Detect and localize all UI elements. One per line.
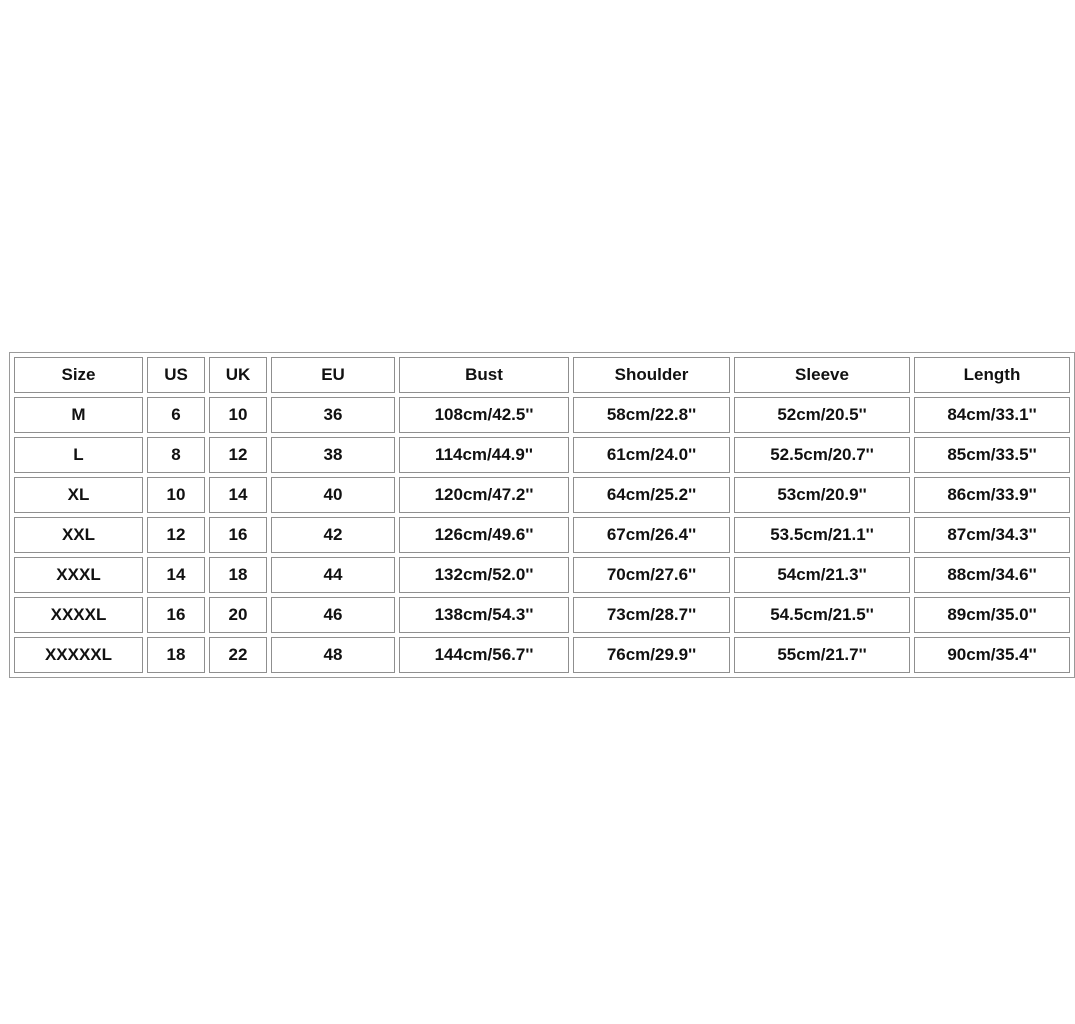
cell-bust: 138cm/54.3'' bbox=[399, 597, 569, 633]
cell-shoulder: 64cm/25.2'' bbox=[573, 477, 730, 513]
cell-uk: 12 bbox=[209, 437, 267, 473]
cell-sleeve: 54cm/21.3'' bbox=[734, 557, 910, 593]
cell-bust: 126cm/49.6'' bbox=[399, 517, 569, 553]
cell-uk: 16 bbox=[209, 517, 267, 553]
cell-uk: 14 bbox=[209, 477, 267, 513]
cell-size: XXXXL bbox=[14, 597, 143, 633]
table-row bbox=[14, 597, 1070, 633]
cell-shoulder: 73cm/28.7'' bbox=[573, 597, 730, 633]
cell-shoulder: 61cm/24.0'' bbox=[573, 437, 730, 473]
cell-length: 85cm/33.5'' bbox=[914, 437, 1070, 473]
cell-uk: 22 bbox=[209, 637, 267, 673]
cell-shoulder: 67cm/26.4'' bbox=[573, 517, 730, 553]
cell-eu: 48 bbox=[271, 637, 395, 673]
cell-eu: 42 bbox=[271, 517, 395, 553]
cell-bust: 114cm/44.9'' bbox=[399, 437, 569, 473]
cell-length: 86cm/33.9'' bbox=[914, 477, 1070, 513]
size-chart-table bbox=[9, 352, 1075, 678]
header-size: Size bbox=[14, 357, 143, 393]
cell-us: 18 bbox=[147, 637, 205, 673]
header-eu: EU bbox=[271, 357, 395, 393]
header-length: Length bbox=[914, 357, 1070, 393]
cell-eu: 38 bbox=[271, 437, 395, 473]
cell-size: M bbox=[14, 397, 143, 433]
table-row bbox=[14, 557, 1070, 593]
header-us: US bbox=[147, 357, 205, 393]
header-uk: UK bbox=[209, 357, 267, 393]
cell-size: XXXL bbox=[14, 557, 143, 593]
table-row bbox=[14, 637, 1070, 673]
cell-eu: 36 bbox=[271, 397, 395, 433]
cell-length: 87cm/34.3'' bbox=[914, 517, 1070, 553]
cell-eu: 44 bbox=[271, 557, 395, 593]
cell-size: XL bbox=[14, 477, 143, 513]
cell-length: 89cm/35.0'' bbox=[914, 597, 1070, 633]
cell-uk: 18 bbox=[209, 557, 267, 593]
header-shoulder: Shoulder bbox=[573, 357, 730, 393]
cell-shoulder: 58cm/22.8'' bbox=[573, 397, 730, 433]
table-row bbox=[14, 517, 1070, 553]
header-sleeve: Sleeve bbox=[734, 357, 910, 393]
cell-us: 10 bbox=[147, 477, 205, 513]
cell-length: 88cm/34.6'' bbox=[914, 557, 1070, 593]
cell-us: 14 bbox=[147, 557, 205, 593]
cell-eu: 40 bbox=[271, 477, 395, 513]
cell-bust: 132cm/52.0'' bbox=[399, 557, 569, 593]
cell-uk: 10 bbox=[209, 397, 267, 433]
cell-us: 8 bbox=[147, 437, 205, 473]
cell-bust: 144cm/56.7'' bbox=[399, 637, 569, 673]
cell-sleeve: 54.5cm/21.5'' bbox=[734, 597, 910, 633]
cell-size: XXXXXL bbox=[14, 637, 143, 673]
cell-us: 16 bbox=[147, 597, 205, 633]
cell-size: XXL bbox=[14, 517, 143, 553]
header-row bbox=[14, 357, 1070, 393]
cell-sleeve: 52.5cm/20.7'' bbox=[734, 437, 910, 473]
cell-length: 90cm/35.4'' bbox=[914, 637, 1070, 673]
cell-us: 6 bbox=[147, 397, 205, 433]
cell-sleeve: 52cm/20.5'' bbox=[734, 397, 910, 433]
cell-uk: 20 bbox=[209, 597, 267, 633]
cell-length: 84cm/33.1'' bbox=[914, 397, 1070, 433]
cell-shoulder: 70cm/27.6'' bbox=[573, 557, 730, 593]
cell-size: L bbox=[14, 437, 143, 473]
cell-bust: 120cm/47.2'' bbox=[399, 477, 569, 513]
cell-us: 12 bbox=[147, 517, 205, 553]
table-row bbox=[14, 397, 1070, 433]
cell-sleeve: 53.5cm/21.1'' bbox=[734, 517, 910, 553]
cell-eu: 46 bbox=[271, 597, 395, 633]
cell-bust: 108cm/42.5'' bbox=[399, 397, 569, 433]
cell-shoulder: 76cm/29.9'' bbox=[573, 637, 730, 673]
header-bust: Bust bbox=[399, 357, 569, 393]
cell-sleeve: 53cm/20.9'' bbox=[734, 477, 910, 513]
cell-sleeve: 55cm/21.7'' bbox=[734, 637, 910, 673]
table-row bbox=[14, 437, 1070, 473]
table-row bbox=[14, 477, 1070, 513]
